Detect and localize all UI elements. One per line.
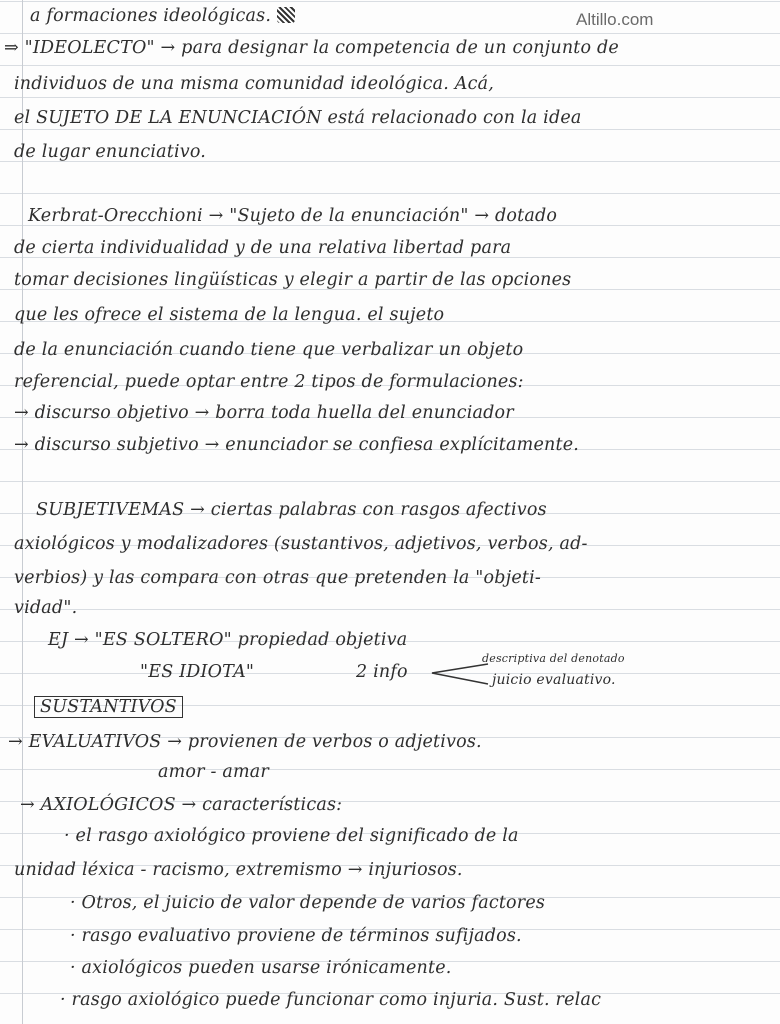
section-heading-sustantivos: SUSTANTIVOS (34, 696, 183, 718)
handwritten-line-25: amor - amar (158, 762, 269, 782)
handwritten-line-29: · Otros, el juicio de valor depende de varios factores (70, 893, 546, 913)
handwritten-line-17: axiológicos y modalizadores (sustantivos, adjetivos, verbos, ad- (14, 534, 588, 554)
example-info-label: 2 info (356, 662, 408, 682)
handwritten-line-27: · el rasgo axiológico proviene del significado de la (64, 826, 519, 846)
branch-bottom-label: juicio evaluativo. (492, 672, 616, 688)
scribble-icon (277, 7, 295, 23)
handwritten-line-4: el SUJETO DE LA ENUNCIACIÓN está relacionado con la idea (14, 108, 582, 128)
watermark: Altillo.com (576, 10, 654, 29)
handwritten-line-18: verbios) y las compara con otras que pretenden la "objeti- (14, 568, 542, 588)
handwritten-line-14: → discurso subjetivo → enunciador se confiesa explícitamente. (14, 435, 580, 455)
handwritten-line-28: unidad léxica - racismo, extremismo → injuriosos. (14, 860, 463, 880)
example-line: EJ → "ES SOLTERO" propiedad objetiva (48, 630, 408, 650)
handwritten-line-16: SUBJETIVEMAS → ciertas palabras con rasgos afectivos (36, 500, 547, 520)
handwritten-line-7: Kerbrat-Orecchioni → "Sujeto de la enunciación" → dotado (28, 206, 558, 226)
handwritten-line-2: ⇒ "IDEOLECTO" → para designar la competencia de un conjunto de (4, 38, 619, 58)
handwritten-line-12: referencial, puede optar entre 2 tipos de formulaciones: (14, 372, 524, 392)
handwritten-line-11: de la enunciación cuando tiene que verbalizar un objeto (14, 340, 524, 360)
handwritten-line-5: de lugar enunciativo. (14, 142, 207, 162)
handwritten-line-30: · rasgo evaluativo proviene de términos sufijados. (70, 926, 522, 946)
branch-top-label: descriptiva del denotado (482, 652, 625, 665)
handwritten-line-26: → AXIOLÓGICOS → características: (20, 795, 343, 815)
handwritten-line-9: tomar decisiones lingüísticas y elegir a partir de las opciones (14, 270, 572, 290)
handwritten-line-31: · axiológicos pueden usarse irónicamente. (70, 958, 452, 978)
handwritten-line-24: → EVALUATIVOS → provienen de verbos o adjetivos. (8, 732, 482, 752)
handwritten-line-8: de cierta individualidad y de una relativa libertad para (14, 238, 512, 258)
branch-arrow-icon (428, 658, 490, 688)
handwritten-line-13: → discurso objetivo → borra toda huella del enunciador (14, 403, 514, 423)
handwritten-line-10: que les ofrece el sistema de la lengua. el sujeto (14, 305, 445, 325)
example-line-idiota: "ES IDIOTA" (140, 662, 255, 682)
handwritten-line-19: vidad". (14, 598, 78, 618)
handwritten-line-1: a formaciones ideológicas. (30, 6, 295, 26)
handwritten-line-32: · rasgo axiológico puede funcionar como injuria. Sust. relac (60, 990, 602, 1010)
handwritten-line-3: individuos de una misma comunidad ideológica. Acá, (14, 74, 495, 94)
